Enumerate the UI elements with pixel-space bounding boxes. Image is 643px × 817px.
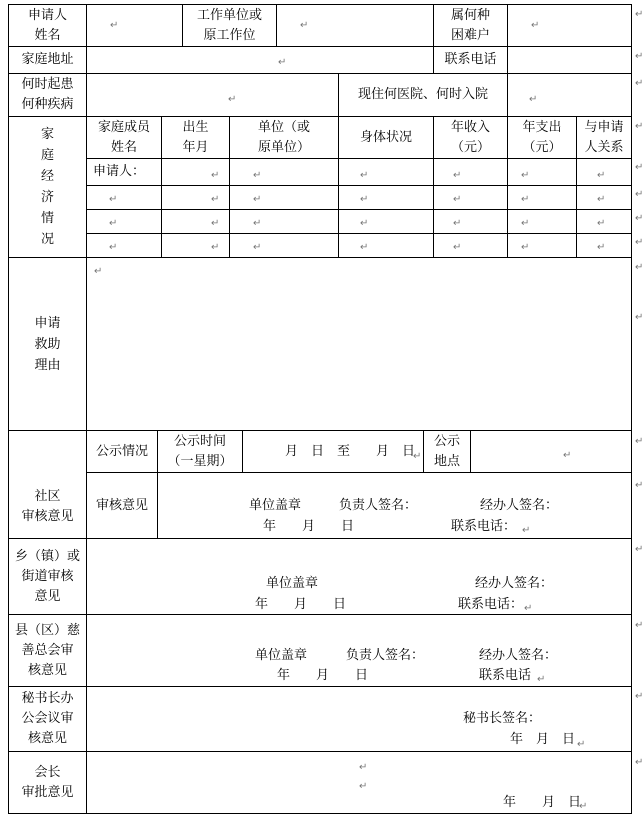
publicity-place-field[interactable] xyxy=(471,431,631,472)
family-economy-label: 家 庭 经 济 情 况 xyxy=(40,127,54,247)
return-mark-icon: ↵ xyxy=(211,194,220,205)
return-mark-icon: ↵ xyxy=(635,51,643,62)
return-mark-icon: ↵ xyxy=(521,218,530,229)
family-row-cell[interactable] xyxy=(87,186,161,209)
return-mark-icon: ↵ xyxy=(521,194,530,205)
return-mark-icon: ↵ xyxy=(635,162,643,173)
return-mark-icon: ↵ xyxy=(278,57,287,68)
return-mark-icon: ↵ xyxy=(521,170,530,181)
column-header-income: 年收入 （元） xyxy=(450,119,490,155)
return-mark-icon: ↵ xyxy=(359,781,368,792)
home-address-label: 家庭地址 xyxy=(21,52,74,67)
return-mark-icon: ↵ xyxy=(635,121,643,132)
return-mark-icon: ↵ xyxy=(253,242,262,253)
return-mark-icon: ↵ xyxy=(109,242,118,253)
publicity-label: 公示情况 xyxy=(95,443,148,459)
return-mark-icon: ↵ xyxy=(597,194,606,205)
return-mark-icon: ↵ xyxy=(531,20,540,31)
applicant-row-label: 申请人： xyxy=(93,164,146,179)
applicant-name-label: 申请人 姓名 xyxy=(27,7,67,43)
community-handler-sign[interactable]: 经办人签名： xyxy=(480,498,559,513)
community-contact: 联系电话： xyxy=(451,519,517,534)
return-mark-icon: ↵ xyxy=(635,620,643,631)
publicity-time-label: 公示时间 （一星期） xyxy=(167,433,233,469)
president-approval-label: 会长 审批意见 xyxy=(21,764,74,800)
return-mark-icon: ↵ xyxy=(563,450,572,461)
rule xyxy=(86,233,632,234)
column-header-birth: 出生 年月 xyxy=(182,119,209,155)
return-mark-icon: ↵ xyxy=(453,194,462,205)
return-mark-icon: ↵ xyxy=(597,242,606,253)
return-mark-icon: ↵ xyxy=(635,262,643,273)
return-mark-icon: ↵ xyxy=(300,20,309,31)
rule xyxy=(8,538,632,539)
return-mark-icon: ↵ xyxy=(413,451,422,462)
county-date: 年 月 日 xyxy=(277,668,369,683)
president-date: 年 月 日 xyxy=(503,795,582,810)
home-address-field[interactable] xyxy=(87,47,433,73)
publicity-place-label: 公示 地点 xyxy=(433,433,460,469)
community-seal: 单位盖章 xyxy=(249,498,302,513)
return-mark-icon: ↵ xyxy=(211,218,220,229)
hospital-field[interactable] xyxy=(508,74,631,116)
community-leader-sign[interactable]: 负责人签名： xyxy=(339,498,418,513)
family-row-cell[interactable] xyxy=(87,210,161,233)
secretary-date: 年 月 日 xyxy=(510,732,576,747)
return-mark-icon: ↵ xyxy=(360,194,369,205)
rule xyxy=(86,185,632,186)
return-mark-icon: ↵ xyxy=(228,94,237,105)
return-mark-icon: ↵ xyxy=(253,194,262,205)
hardship-type-label: 属何种 困难户 xyxy=(450,7,490,43)
return-mark-icon: ↵ xyxy=(453,242,462,253)
community-review-label: 社区 审核意见 xyxy=(21,488,74,524)
township-review-label: 乡（镇）或 街道审核 意见 xyxy=(14,548,80,604)
column-header-unit: 单位（或 原单位） xyxy=(257,119,310,155)
return-mark-icon: ↵ xyxy=(635,544,643,555)
return-mark-icon: ↵ xyxy=(529,94,538,105)
return-mark-icon: ↵ xyxy=(635,237,643,248)
return-mark-icon: ↵ xyxy=(110,20,119,31)
county-seal: 单位盖章 xyxy=(255,648,308,663)
rule xyxy=(8,813,632,814)
return-mark-icon: ↵ xyxy=(635,691,643,702)
return-mark-icon: ↵ xyxy=(211,170,220,181)
return-mark-icon: ↵ xyxy=(360,170,369,181)
return-mark-icon: ↵ xyxy=(253,218,262,229)
county-contact: 联系电话 xyxy=(479,668,532,683)
publicity-date-range[interactable]: 月 日 至 月 日 xyxy=(284,443,415,459)
applicant-name-field[interactable] xyxy=(87,5,182,46)
community-date: 年 月 日 xyxy=(263,519,355,534)
rule xyxy=(86,209,632,210)
column-header-relation: 与申请 人关系 xyxy=(584,119,624,155)
return-mark-icon: ↵ xyxy=(597,170,606,181)
secretary-review-label: 秘书长办 公会议审 核意见 xyxy=(21,691,74,746)
hospital-label: 现住何医院、何时入院 xyxy=(357,87,488,102)
county-review-label: 县（区）慈 善总会审 核意见 xyxy=(14,622,80,678)
county-leader-sign[interactable]: 负责人签名： xyxy=(346,648,425,663)
return-mark-icon: ↵ xyxy=(635,757,643,768)
return-mark-icon: ↵ xyxy=(360,218,369,229)
phone-field[interactable] xyxy=(508,47,631,73)
return-mark-icon: ↵ xyxy=(253,170,262,181)
township-seal: 单位盖章 xyxy=(266,576,319,591)
return-mark-icon: ↵ xyxy=(453,218,462,229)
return-mark-icon: ↵ xyxy=(635,9,643,20)
column-header-health: 身体状况 xyxy=(359,129,412,145)
return-mark-icon: ↵ xyxy=(522,525,531,536)
illness-field[interactable] xyxy=(87,74,338,116)
return-mark-icon: ↵ xyxy=(635,213,643,224)
return-mark-icon: ↵ xyxy=(211,242,220,253)
return-mark-icon: ↵ xyxy=(109,194,118,205)
return-mark-icon: ↵ xyxy=(597,218,606,229)
review-opinion-label: 审核意见 xyxy=(95,497,148,513)
family-row-cell[interactable] xyxy=(87,234,161,257)
rule xyxy=(86,472,632,473)
return-mark-icon: ↵ xyxy=(635,436,643,447)
reason-field[interactable] xyxy=(87,258,631,430)
return-mark-icon: ↵ xyxy=(453,170,462,181)
county-handler-sign[interactable]: 经办人签名： xyxy=(479,648,558,663)
township-date: 年 月 日 xyxy=(255,597,347,612)
township-handler-sign[interactable]: 经办人签名： xyxy=(475,576,554,591)
return-mark-icon: ↵ xyxy=(94,266,103,277)
column-header-expense: 年支出 （元） xyxy=(522,119,562,155)
return-mark-icon: ↵ xyxy=(577,739,586,750)
return-mark-icon: ↵ xyxy=(635,312,643,323)
return-mark-icon: ↵ xyxy=(521,242,530,253)
phone-label: 联系电话 xyxy=(444,52,497,67)
rule xyxy=(8,751,632,752)
column-header-member-name: 家庭成员 姓名 xyxy=(97,119,150,155)
rule xyxy=(86,158,632,159)
return-mark-icon: ↵ xyxy=(635,78,643,89)
return-mark-icon: ↵ xyxy=(360,242,369,253)
illness-label: 何时起患 何种疾病 xyxy=(21,77,74,112)
township-contact: 联系电话： xyxy=(458,597,524,612)
return-mark-icon: ↵ xyxy=(635,189,643,200)
return-mark-icon: ↵ xyxy=(537,674,546,685)
rule xyxy=(8,686,632,687)
reason-label: 申请 救助 理由 xyxy=(34,315,61,373)
return-mark-icon: ↵ xyxy=(359,762,368,773)
return-mark-icon: ↵ xyxy=(109,218,118,229)
secretary-sign[interactable]: 秘书长签名： xyxy=(463,711,542,726)
hardship-type-field[interactable] xyxy=(508,5,631,46)
return-mark-icon: ↵ xyxy=(635,480,643,491)
work-unit-label: 工作单位或 原工作位 xyxy=(196,7,262,43)
return-mark-icon: ↵ xyxy=(579,801,588,812)
rule xyxy=(631,4,632,814)
return-mark-icon: ↵ xyxy=(524,603,533,614)
